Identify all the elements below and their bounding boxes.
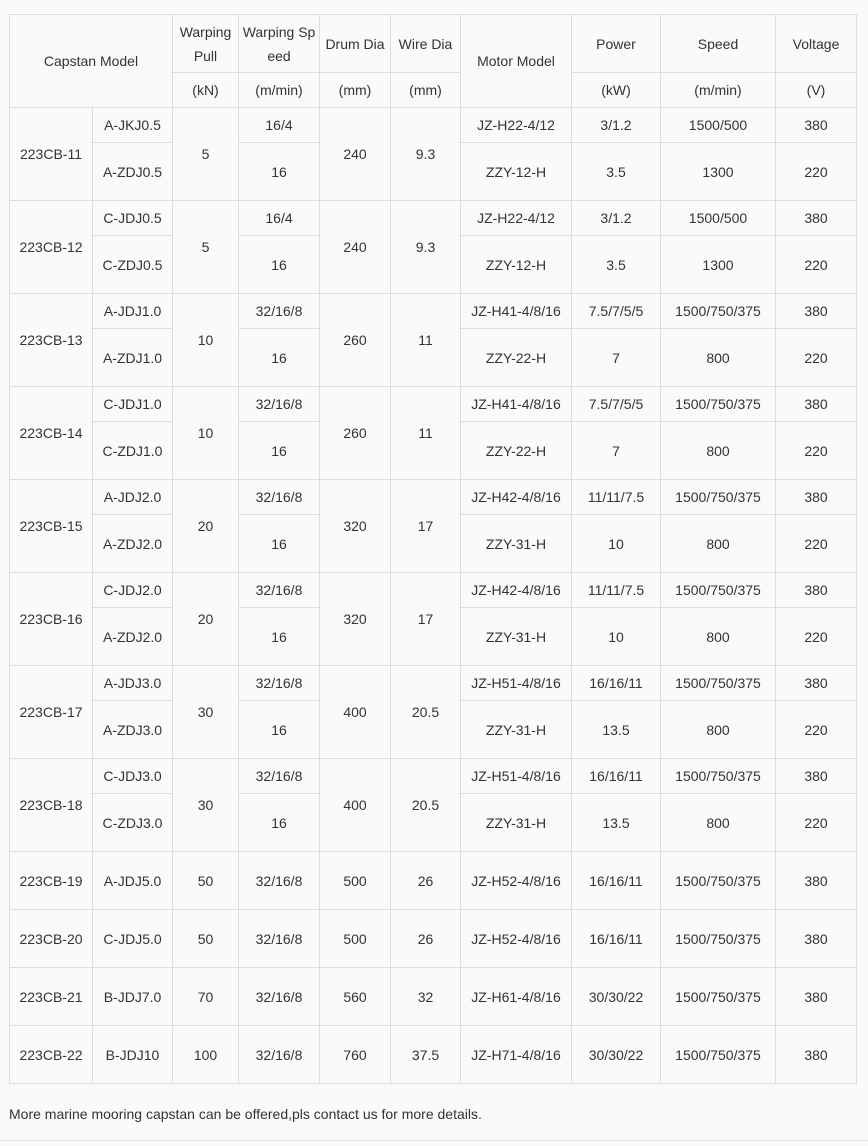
warping-speed-cell: 32/16/8	[239, 294, 320, 329]
wire-dia-cell: 26	[391, 852, 461, 910]
variant-code-cell: A-ZDJ3.0	[93, 701, 173, 759]
voltage-cell: 220	[776, 236, 857, 294]
drum-dia-cell: 320	[320, 480, 391, 573]
power-cell: 7	[572, 422, 661, 480]
warping-pull-cell: 50	[173, 852, 239, 910]
drum-dia-cell: 240	[320, 201, 391, 294]
table-row	[10, 387, 857, 422]
speed-cell: 1500/750/375	[661, 387, 776, 422]
motor-model-cell: JZ-H42-4/8/16	[461, 573, 572, 608]
variant-code-cell: C-ZDJ3.0	[93, 794, 173, 852]
voltage-cell: 380	[776, 968, 857, 1026]
capstan-model-cell: 223CB-22	[10, 1026, 93, 1084]
power-cell: 3.5	[572, 236, 661, 294]
header-voltage: Voltage	[776, 15, 857, 73]
motor-model-cell: JZ-H22-4/12	[461, 108, 572, 143]
header-power: Power	[572, 15, 661, 73]
voltage-cell: 380	[776, 294, 857, 329]
warping-pull-cell: 5	[173, 108, 239, 201]
warping-pull-cell: 50	[173, 910, 239, 968]
voltage-cell: 380	[776, 910, 857, 968]
speed-cell: 1300	[661, 143, 776, 201]
wire-dia-cell: 32	[391, 968, 461, 1026]
warping-speed-cell: 16	[239, 608, 320, 666]
wire-dia-cell: 11	[391, 387, 461, 480]
variant-code-cell: C-JDJ2.0	[93, 573, 173, 608]
motor-model-cell: JZ-H52-4/8/16	[461, 852, 572, 910]
motor-model-cell: JZ-H42-4/8/16	[461, 480, 572, 515]
power-cell: 3/1.2	[572, 201, 661, 236]
warping-pull-cell: 10	[173, 387, 239, 480]
power-cell: 13.5	[572, 794, 661, 852]
wire-dia-cell: 11	[391, 294, 461, 387]
speed-cell: 800	[661, 701, 776, 759]
speed-cell: 1500/750/375	[661, 573, 776, 608]
speed-cell: 1500/750/375	[661, 294, 776, 329]
drum-dia-cell: 760	[320, 1026, 391, 1084]
power-cell: 13.5	[572, 701, 661, 759]
capstan-model-cell: 223CB-21	[10, 968, 93, 1026]
table-row	[10, 759, 857, 794]
variant-code-cell: A-JDJ2.0	[93, 480, 173, 515]
capstan-model-cell: 223CB-15	[10, 480, 93, 573]
unit-voltage: (V)	[776, 73, 857, 108]
table-row	[10, 294, 857, 329]
warping-pull-cell: 20	[173, 480, 239, 573]
table-row	[10, 1026, 857, 1084]
motor-model-cell: JZ-H51-4/8/16	[461, 666, 572, 701]
wire-dia-cell: 20.5	[391, 666, 461, 759]
drum-dia-cell: 560	[320, 968, 391, 1026]
warping-speed-cell: 16/4	[239, 201, 320, 236]
motor-model-cell: JZ-H52-4/8/16	[461, 910, 572, 968]
header-warping-pull: Warping Pull	[173, 15, 239, 73]
motor-model-cell: JZ-H41-4/8/16	[461, 387, 572, 422]
capstan-model-cell: 223CB-19	[10, 852, 93, 910]
capstan-model-cell: 223CB-16	[10, 573, 93, 666]
power-cell: 10	[572, 608, 661, 666]
warping-speed-cell: 32/16/8	[239, 1026, 320, 1084]
warping-speed-cell: 16	[239, 329, 320, 387]
variant-code-cell: C-JDJ1.0	[93, 387, 173, 422]
capstan-model-cell: 223CB-18	[10, 759, 93, 852]
capstan-model-cell: 223CB-11	[10, 108, 93, 201]
speed-cell: 800	[661, 422, 776, 480]
table-row	[10, 968, 857, 1026]
table-row	[10, 666, 857, 701]
motor-model-cell: ZZY-12-H	[461, 143, 572, 201]
variant-code-cell: A-ZDJ0.5	[93, 143, 173, 201]
drum-dia-cell: 320	[320, 573, 391, 666]
warping-pull-cell: 20	[173, 573, 239, 666]
speed-cell: 1500/750/375	[661, 968, 776, 1026]
power-cell: 3.5	[572, 143, 661, 201]
speed-cell: 800	[661, 329, 776, 387]
power-cell: 3/1.2	[572, 108, 661, 143]
warping-speed-cell: 32/16/8	[239, 573, 320, 608]
speed-cell: 800	[661, 608, 776, 666]
voltage-cell: 380	[776, 1026, 857, 1084]
voltage-cell: 380	[776, 573, 857, 608]
warping-speed-cell: 16	[239, 143, 320, 201]
voltage-cell: 220	[776, 422, 857, 480]
drum-dia-cell: 240	[320, 108, 391, 201]
capstan-model-cell: 223CB-14	[10, 387, 93, 480]
capstan-model-cell: 223CB-17	[10, 666, 93, 759]
speed-cell: 1500/750/375	[661, 480, 776, 515]
speed-cell: 1500/750/375	[661, 666, 776, 701]
motor-model-cell: JZ-H41-4/8/16	[461, 294, 572, 329]
warping-speed-cell: 16	[239, 515, 320, 573]
voltage-cell: 220	[776, 329, 857, 387]
speed-cell: 1500/500	[661, 201, 776, 236]
speed-cell: 1500/750/375	[661, 910, 776, 968]
motor-model-cell: ZZY-22-H	[461, 329, 572, 387]
table-row	[10, 852, 857, 910]
table-row	[10, 201, 857, 236]
drum-dia-cell: 400	[320, 666, 391, 759]
variant-code-cell: A-JDJ5.0	[93, 852, 173, 910]
wire-dia-cell: 9.3	[391, 201, 461, 294]
warping-speed-cell: 32/16/8	[239, 387, 320, 422]
warping-pull-cell: 30	[173, 759, 239, 852]
drum-dia-cell: 400	[320, 759, 391, 852]
warping-speed-cell: 16	[239, 701, 320, 759]
warping-pull-cell: 5	[173, 201, 239, 294]
power-cell: 16/16/11	[572, 666, 661, 701]
voltage-cell: 220	[776, 794, 857, 852]
speed-cell: 1300	[661, 236, 776, 294]
warping-pull-cell: 70	[173, 968, 239, 1026]
capstan-model-cell: 223CB-13	[10, 294, 93, 387]
warping-speed-cell: 16	[239, 236, 320, 294]
variant-code-cell: A-ZDJ2.0	[93, 608, 173, 666]
unit-power: (kW)	[572, 73, 661, 108]
voltage-cell: 380	[776, 480, 857, 515]
voltage-cell: 220	[776, 701, 857, 759]
unit-warping-speed: (m/min)	[239, 73, 320, 108]
header-capstan-model: Capstan Model	[10, 15, 173, 108]
drum-dia-cell: 260	[320, 387, 391, 480]
variant-code-cell: A-ZDJ1.0	[93, 329, 173, 387]
warping-speed-cell: 32/16/8	[239, 968, 320, 1026]
warping-speed-cell: 32/16/8	[239, 910, 320, 968]
header-speed: Speed	[661, 15, 776, 73]
unit-wire-dia: (mm)	[391, 73, 461, 108]
speed-cell: 1500/500	[661, 108, 776, 143]
power-cell: 16/16/11	[572, 910, 661, 968]
unit-warping-pull: (kN)	[173, 73, 239, 108]
voltage-cell: 220	[776, 515, 857, 573]
variant-code-cell: C-JDJ3.0	[93, 759, 173, 794]
motor-model-cell: ZZY-31-H	[461, 515, 572, 573]
variant-code-cell: A-ZDJ2.0	[93, 515, 173, 573]
motor-model-cell: JZ-H71-4/8/16	[461, 1026, 572, 1084]
variant-code-cell: B-JDJ7.0	[93, 968, 173, 1026]
warping-pull-cell: 30	[173, 666, 239, 759]
power-cell: 7.5/7/5/5	[572, 387, 661, 422]
divider	[0, 1140, 868, 1141]
header-warping-speed: Warping Speed	[239, 15, 320, 73]
warping-speed-cell: 16	[239, 794, 320, 852]
power-cell: 16/16/11	[572, 759, 661, 794]
table-row	[10, 480, 857, 515]
variant-code-cell: C-JDJ5.0	[93, 910, 173, 968]
variant-code-cell: C-ZDJ0.5	[93, 236, 173, 294]
variant-code-cell: A-JDJ3.0	[93, 666, 173, 701]
power-cell: 11/11/7.5	[572, 573, 661, 608]
table-row	[10, 573, 857, 608]
variant-code-cell: B-JDJ10	[93, 1026, 173, 1084]
wire-dia-cell: 17	[391, 573, 461, 666]
warping-speed-cell: 32/16/8	[239, 759, 320, 794]
speed-cell: 1500/750/375	[661, 852, 776, 910]
table-row	[10, 108, 857, 143]
voltage-cell: 380	[776, 759, 857, 794]
variant-code-cell: C-ZDJ1.0	[93, 422, 173, 480]
variant-code-cell: C-JDJ0.5	[93, 201, 173, 236]
footer-note: More marine mooring capstan can be offered,pls contact us for more details.	[9, 1106, 482, 1122]
motor-model-cell: ZZY-22-H	[461, 422, 572, 480]
speed-cell: 800	[661, 515, 776, 573]
speed-cell: 800	[661, 794, 776, 852]
wire-dia-cell: 26	[391, 910, 461, 968]
speed-cell: 1500/750/375	[661, 759, 776, 794]
warping-pull-cell: 10	[173, 294, 239, 387]
voltage-cell: 380	[776, 666, 857, 701]
variant-code-cell: A-JDJ1.0	[93, 294, 173, 329]
drum-dia-cell: 500	[320, 852, 391, 910]
motor-model-cell: JZ-H61-4/8/16	[461, 968, 572, 1026]
motor-model-cell: ZZY-31-H	[461, 701, 572, 759]
warping-pull-cell: 100	[173, 1026, 239, 1084]
header-motor-model: Motor Model	[461, 15, 572, 108]
unit-speed: (m/min)	[661, 73, 776, 108]
motor-model-cell: ZZY-12-H	[461, 236, 572, 294]
capstan-spec-table	[9, 14, 857, 1084]
power-cell: 16/16/11	[572, 852, 661, 910]
power-cell: 7.5/7/5/5	[572, 294, 661, 329]
wire-dia-cell: 9.3	[391, 108, 461, 201]
variant-code-cell: A-JKJ0.5	[93, 108, 173, 143]
warping-speed-cell: 16/4	[239, 108, 320, 143]
capstan-model-cell: 223CB-12	[10, 201, 93, 294]
motor-model-cell: JZ-H51-4/8/16	[461, 759, 572, 794]
drum-dia-cell: 500	[320, 910, 391, 968]
voltage-cell: 380	[776, 108, 857, 143]
wire-dia-cell: 37.5	[391, 1026, 461, 1084]
capstan-model-cell: 223CB-20	[10, 910, 93, 968]
warping-speed-cell: 16	[239, 422, 320, 480]
unit-drum-dia: (mm)	[320, 73, 391, 108]
power-cell: 30/30/22	[572, 968, 661, 1026]
header-wire-dia: Wire Dia	[391, 15, 461, 73]
warping-speed-cell: 32/16/8	[239, 666, 320, 701]
voltage-cell: 220	[776, 608, 857, 666]
motor-model-cell: ZZY-31-H	[461, 794, 572, 852]
power-cell: 10	[572, 515, 661, 573]
warping-speed-cell: 32/16/8	[239, 480, 320, 515]
header-row	[10, 15, 857, 73]
power-cell: 7	[572, 329, 661, 387]
speed-cell: 1500/750/375	[661, 1026, 776, 1084]
drum-dia-cell: 260	[320, 294, 391, 387]
power-cell: 11/11/7.5	[572, 480, 661, 515]
motor-model-cell: ZZY-31-H	[461, 608, 572, 666]
motor-model-cell: JZ-H22-4/12	[461, 201, 572, 236]
power-cell: 30/30/22	[572, 1026, 661, 1084]
voltage-cell: 380	[776, 387, 857, 422]
table-row	[10, 910, 857, 968]
header-drum-dia: Drum Dia	[320, 15, 391, 73]
wire-dia-cell: 17	[391, 480, 461, 573]
warping-speed-cell: 32/16/8	[239, 852, 320, 910]
voltage-cell: 220	[776, 143, 857, 201]
voltage-cell: 380	[776, 852, 857, 910]
voltage-cell: 380	[776, 201, 857, 236]
wire-dia-cell: 20.5	[391, 759, 461, 852]
